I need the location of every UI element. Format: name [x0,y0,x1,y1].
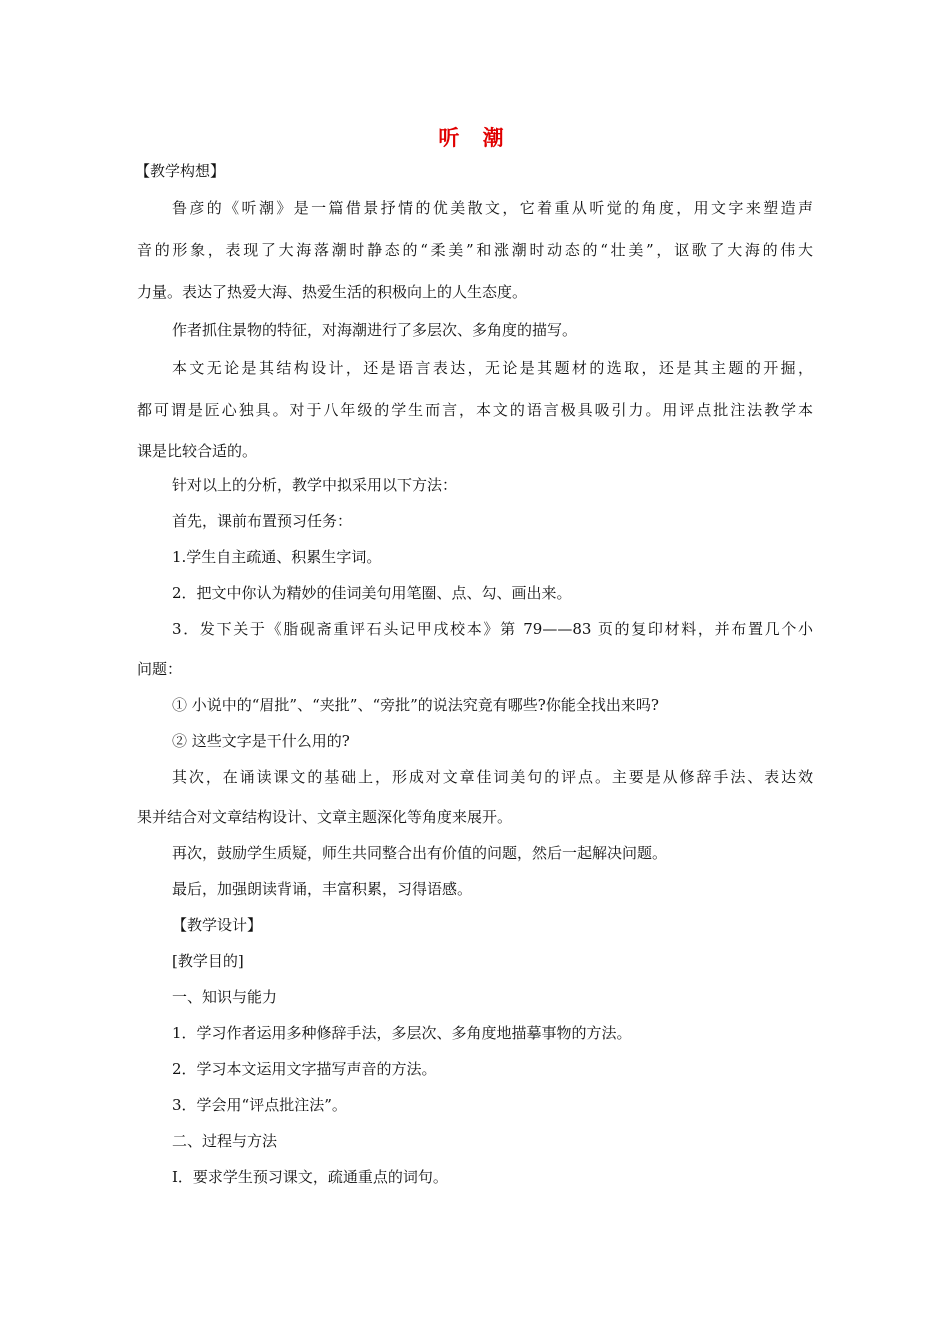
section-heading-teaching-design: 【教学设计】 [172,916,263,934]
list-item: 2．把文中你认为精妙的佳词美句用笔圈、点、勾、画出来。 [172,584,572,602]
paragraph-line: 音的形象，表现了大海落潮时静态的“柔美”和涨潮时动态的“壮美”，讴歌了大海的伟大 [137,241,813,259]
subheading: [教学目的] [172,952,244,970]
paragraph-line: 其次，在诵读课文的基础上，形成对文章佳词美句的评点。主要是从修辞手法、表达效 [172,768,813,786]
paragraph-line: 果并结合对文章结构设计、文章主题深化等角度来展开。 [137,808,513,826]
paragraph-line: 本文无论是其结构设计，还是语言表达，无论是其题材的选取，还是其主题的开掘， [172,359,813,377]
paragraph-line: 针对以上的分析，教学中拟采用以下方法： [172,476,458,494]
paragraph-line: 问题： [137,660,183,678]
paragraph-line: 首先，课前布置预习任务： [172,512,353,530]
paragraph-line: 都可谓是匠心独具。对于八年级的学生而言，本文的语言极具吸引力。用评点批注法教学本 [137,401,813,419]
subheading: 二、过程与方法 [172,1132,278,1150]
paragraph-line: 最后，加强朗读背诵，丰富积累，习得语感。 [172,880,473,898]
section-heading-teaching-concept: 【教学构想】 [135,162,226,180]
subheading: 一、知识与能力 [172,988,278,1006]
document-title: 听 潮 [438,126,512,150]
list-item: ① 小说中的“眉批”、“夹批”、“旁批”的说法究竟有哪些?你能全找出来吗? [172,696,659,714]
list-item: 1.学生自主疏通、积累生字词。 [172,548,382,566]
paragraph-line: 课是比较合适的。 [137,442,258,460]
paragraph-line: 鲁彦的《听潮》是一篇借景抒情的优美散文，它着重从听觉的角度，用文字来塑造声 [172,199,813,217]
list-item: 2．学习本文运用文字描写声音的方法。 [172,1060,437,1078]
list-item: I．要求学生预习课文，疏通重点的词句。 [172,1168,448,1186]
list-item: 3．发下关于《脂砚斋重评石头记甲戌校本》第 79——83 页的复印材料，并布置几个小 [172,620,813,638]
paragraph-line: 再次，鼓励学生质疑，师生共同整合出有价值的问题，然后一起解决问题。 [172,844,668,862]
list-item: 1．学习作者运用多种修辞手法，多层次、多角度地描摹事物的方法。 [172,1024,632,1042]
list-item: ② 这些文字是干什么用的? [172,732,350,750]
paragraph-line: 力量。表达了热爱大海、热爱生活的积极向上的人生态度。 [137,283,528,301]
list-item: 3．学会用“评点批注法”。 [172,1096,347,1114]
paragraph-line: 作者抓住景物的特征，对海潮进行了多层次、多角度的描写。 [172,321,578,339]
